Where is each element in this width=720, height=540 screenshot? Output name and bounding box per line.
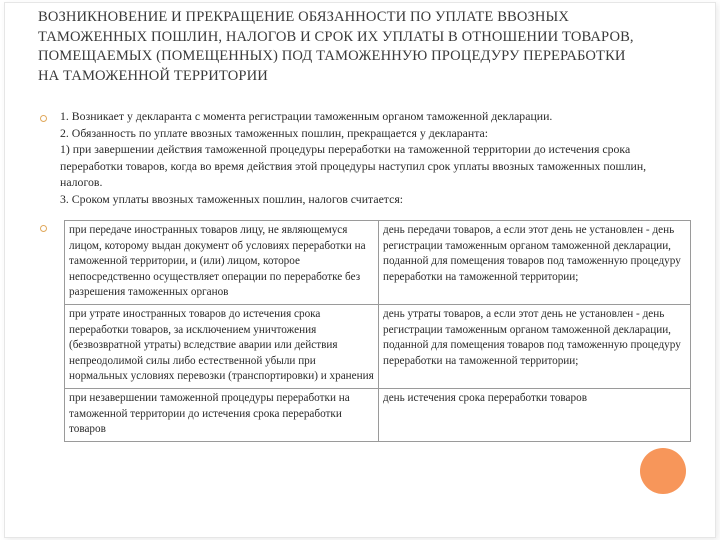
table-row	[65, 221, 691, 305]
paragraph-line-1: 1. Возникает у декларанта с момента регистрации таможенным органом таможенной декларации.	[60, 109, 553, 123]
slide-title: ВОЗНИКНОВЕНИЕ И ПРЕКРАЩЕНИЕ ОБЯЗАННОСТИ ПО УПЛАТЕ ВВОЗНЫХ ТАМОЖЕННЫХ ПОШЛИН, НАЛОГОВ И СРОК ИХ УПЛАТЫ В ОТНОШЕНИИ ТОВАРОВ, ПОМЕЩАЕМЫХ (ПОМЕЩЕННЫХ) ПОД ТАМОЖЕННУЮ ПРОЦЕДУРУ ПЕРЕРАБОТКИ НА ТАМОЖЕННОЙ ТЕРРИТОРИИ	[38, 9, 634, 84]
paragraph-line-2: 2. Обязанность по уплате ввозных таможенных пошлин, прекращается у декларанта:	[60, 125, 489, 140]
table-cell-deadline: день передачи товаров, а если этот день не установлен - день регистрации таможенным органом таможенной декларации, поданной для помещения товаров под таможенную процедуру переработки на таможенной территории;	[379, 221, 691, 305]
table-row	[65, 304, 691, 388]
table-cell-condition: при незавершении таможенной процедуры переработки на таможенной территории до истечения срока переработки товаров	[65, 388, 379, 441]
table-cell-condition: при утрате иностранных товаров до истечения срока переработки товаров, за исключением уничтожения (безвозвратной утраты) вследствие аварии или действия непреодолимой силы либо естественной убыли при нормальных условиях перевозки (транспортировки) и хранения	[65, 304, 379, 388]
slide-paragraph	[60, 108, 660, 207]
table-cell-deadline: день утраты товаров, а если этот день не установлен - день регистрации таможенным органом таможенной декларации, поданной для помещения товаров под таможенную процедуру переработки на таможенной территории;	[379, 304, 691, 388]
decorative-circle	[640, 448, 686, 494]
table-row	[65, 388, 691, 441]
table-cell-deadline: день истечения срока переработки товаров	[379, 388, 691, 441]
payment-deadline-table	[64, 220, 691, 442]
paragraph-line-3: 1) при завершении действия таможенной процедуры переработки на таможенной территории до истечения срока переработки товаров, когда во время действия этой процедуры наступил срок уплаты ввозных таможенных пошлин, налогов.	[60, 142, 647, 189]
paragraph-line-4: 3. Сроком уплаты ввозных таможенных пошлин, налогов считается:	[60, 191, 404, 206]
bullet-icon	[40, 225, 47, 232]
bullet-icon	[40, 115, 47, 122]
table-cell-condition: при передаче иностранных товаров лицу, не являющемуся лицом, которому выдан документ об условиях переработки на таможенной территории, и (или) лицом, которое непосредственно осуществляет операции по переработке без разрешения таможенных органов	[65, 221, 379, 305]
